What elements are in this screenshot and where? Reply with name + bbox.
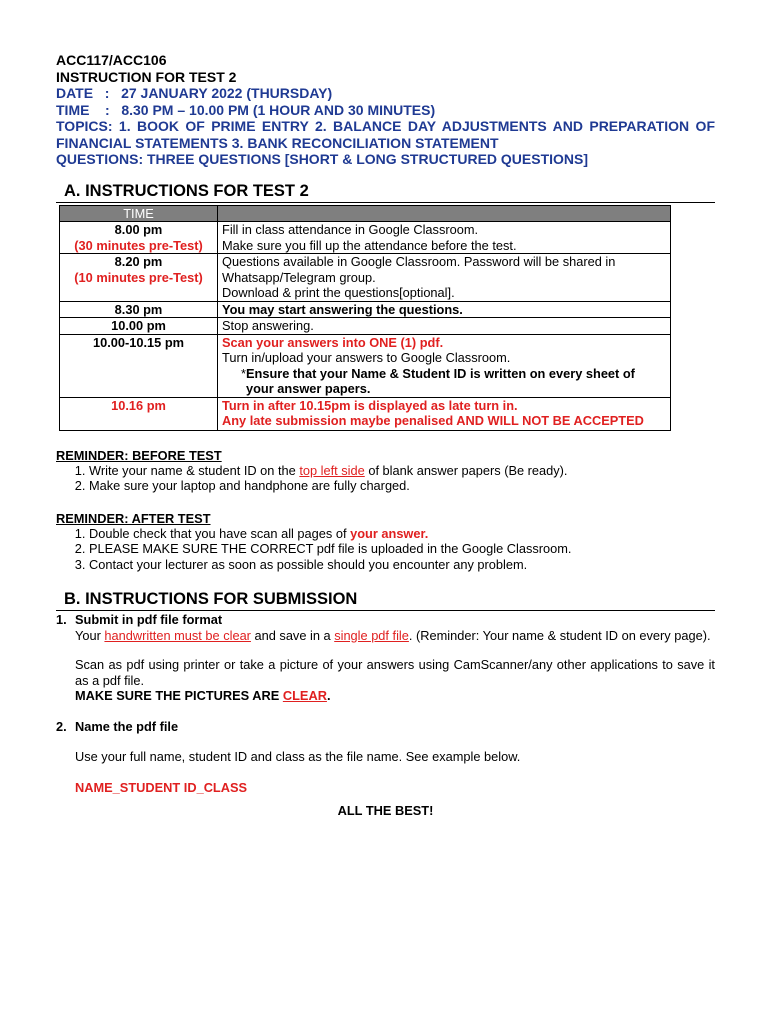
table-row	[60, 334, 671, 397]
instruction-line: Turn in/upload your answers to Google Classroom.	[222, 350, 511, 365]
instruction-line: Turn in after 10.15pm is displayed as late turn in.	[222, 397, 518, 413]
time-value: 8.00 pm	[114, 222, 163, 237]
instruction-line: Questions available in Google Classroom. Password will be shared in Whatsapp/Telegram group.	[222, 254, 616, 285]
closing-message: ALL THE BEST!	[337, 803, 434, 818]
submission-paragraph: Your handwritten must be clear and save in a single pdf file. (Reminder: Your name & student ID on every page).	[75, 627, 711, 643]
list-item: 2. PLEASE MAKE SURE THE CORRECT pdf file is uploaded in the Google Classroom.	[89, 541, 715, 557]
list-item: 1. Write your name & student ID on the top left side of blank answer papers (Be ready).	[89, 463, 715, 479]
submission-item-2: 2. Name the pdf file	[56, 718, 179, 734]
test-questions: QUESTIONS: THREE QUESTIONS [SHORT & LONG STRUCTURED QUESTIONS]	[56, 151, 589, 167]
file-name-example: NAME_STUDENT ID_CLASS	[75, 779, 248, 795]
table-header-row	[60, 205, 671, 222]
test-date: DATE : 27 JANUARY 2022 (THURSDAY)	[56, 85, 333, 101]
ensure-note: * Ensure that your Name & Student ID is written on every sheet of your answer papers.	[241, 365, 635, 396]
table-row	[60, 254, 671, 302]
table-row	[60, 318, 671, 335]
submission-item-1: 1. Submit in pdf file format	[56, 612, 223, 627]
top-left-side-text: top left side	[299, 462, 365, 478]
time-value: 10.00 pm	[60, 318, 218, 335]
instruction-title: INSTRUCTION FOR TEST 2	[56, 68, 237, 85]
time-value: 10.16 pm	[60, 397, 218, 430]
schedule-table	[59, 205, 671, 431]
instruction-line: Make sure you fill up the attendance before the test.	[222, 237, 517, 253]
instruction-line: Download & print the questions[optional].	[222, 285, 455, 300]
reminder-after-title: REMINDER: AFTER TEST	[56, 510, 211, 526]
list-item: 2. Make sure your laptop and handphone are fully charged.	[89, 478, 715, 494]
instruction-line: Any late submission maybe penalised AND WILL NOT BE ACCEPTED	[222, 413, 644, 428]
reminder-before-list	[56, 463, 715, 494]
time-value: 8.20 pm	[114, 254, 163, 269]
document-page	[56, 52, 715, 818]
table-row	[60, 397, 671, 430]
time-note: (10 minutes pre-Test)	[74, 269, 203, 285]
list-item: 1. Double check that you have scan all pages of your answer.	[89, 526, 715, 542]
instruction-line: You may start answering the questions.	[218, 301, 671, 318]
section-a-title: A. INSTRUCTIONS FOR TEST 2	[56, 182, 715, 203]
section-b-title: B. INSTRUCTIONS FOR SUBMISSION	[56, 590, 715, 611]
time-value: 8.30 pm	[60, 301, 218, 318]
table-row	[60, 222, 671, 254]
time-value: 10.00-10.15 pm	[60, 334, 218, 397]
time-column-header: TIME	[60, 205, 218, 222]
instruction-column-header	[218, 205, 671, 222]
file-name-paragraph: Use your full name, student ID and class as the file name. See example below.	[75, 749, 521, 764]
reminder-after-list	[56, 526, 715, 573]
test-topics: TOPICS: 1. BOOK OF PRIME ENTRY 2. BALANCE DAY ADJUSTMENTS AND PREPARATION OF FINANCIAL STATEMENTS 3. BANK RECONCILIATION STATEMENT	[56, 118, 715, 151]
instruction-line: Stop answering.	[218, 318, 671, 335]
clear-pictures-note: MAKE SURE THE PICTURES ARE CLEAR.	[75, 688, 331, 703]
course-code: ACC117/ACC106	[56, 52, 167, 68]
time-note: (30 minutes pre-Test)	[74, 237, 203, 253]
list-item: 3. Contact your lecturer as soon as possible should you encounter any problem.	[89, 557, 715, 573]
instruction-line: Fill in class attendance in Google Classroom.	[222, 222, 479, 237]
test-time: TIME : 8.30 PM – 10.00 PM (1 HOUR AND 30 MINUTES)	[56, 101, 436, 118]
reminder-before-title: REMINDER: BEFORE TEST	[56, 447, 222, 463]
instruction-line: Scan your answers into ONE (1) pdf.	[222, 334, 444, 350]
table-row	[60, 301, 671, 318]
scan-paragraph: Scan as pdf using printer or take a picture of your answers using CamScanner/any other applications to save it as a pdf file.	[75, 657, 715, 688]
